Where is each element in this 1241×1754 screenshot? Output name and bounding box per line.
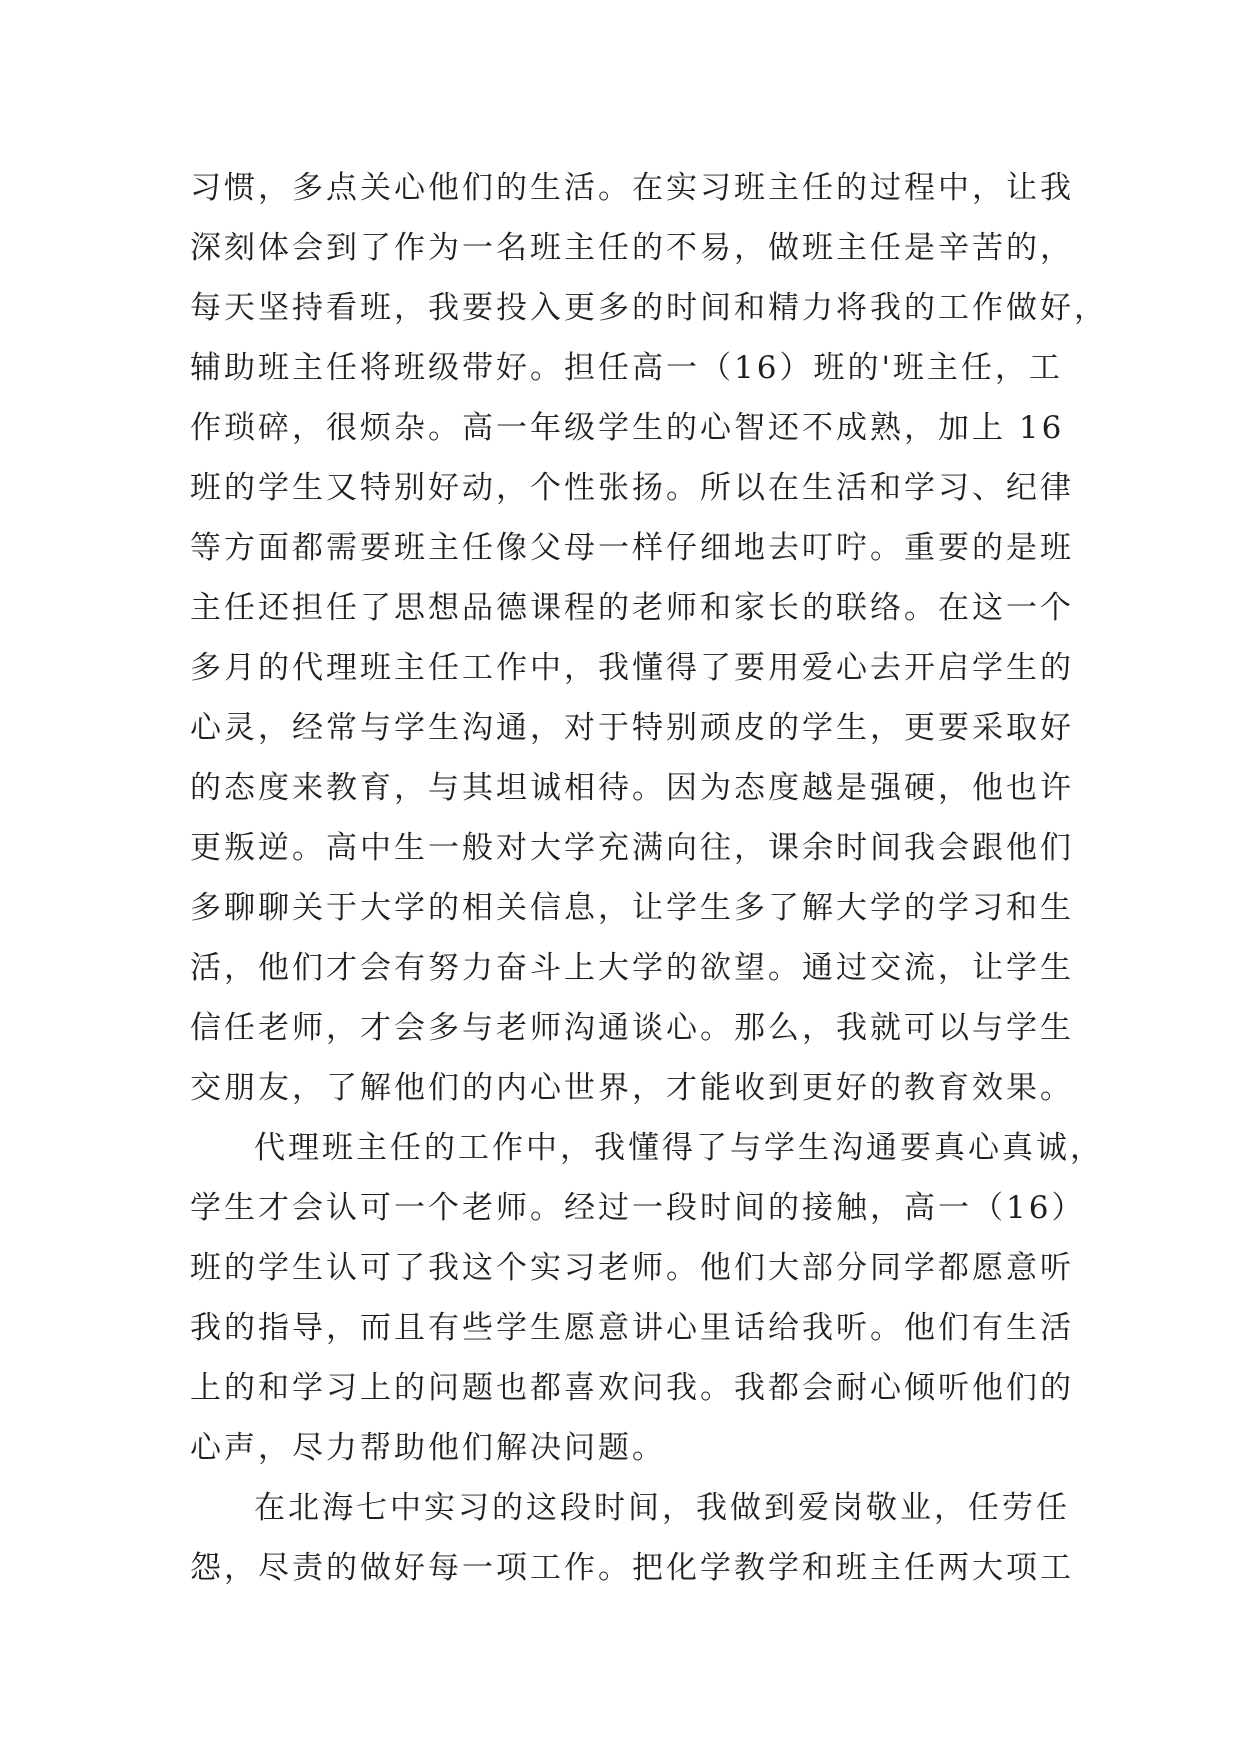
text-line: 信任老师，才会多与老师沟通谈心。那么，我就可以与学生 — [190, 1010, 1074, 1046]
paragraph-first-line: 在北海七中实习的这段时间，我做到爱岗敬业，任劳任 — [254, 1490, 1070, 1526]
text-line: 活，他们才会有努力奋斗上大学的欲望。通过交流，让学生 — [190, 950, 1074, 986]
text-line: 我的指导，而且有些学生愿意讲心里话给我听。他们有生活 — [190, 1310, 1074, 1346]
text-line: 班的学生又特别好动，个性张扬。所以在生活和学习、纪律 — [190, 470, 1074, 506]
text-line: 班的学生认可了我这个实习老师。他们大部分同学都愿意听 — [190, 1250, 1074, 1286]
paragraph-first-line: 代理班主任的工作中，我懂得了与学生沟通要真心真诚， — [254, 1130, 1104, 1166]
text-line: 辅助班主任将班级带好。担任高一（16）班的'班主任，工 — [190, 350, 1063, 386]
text-line: 深刻体会到了作为一名班主任的不易，做班主任是辛苦的， — [190, 230, 1074, 266]
text-line: 心灵，经常与学生沟通，对于特别顽皮的学生，更要采取好 — [190, 710, 1074, 746]
text-line: 心声，尽力帮助他们解决问题。 — [190, 1430, 666, 1466]
text-line: 学生才会认可一个老师。经过一段时间的接触，高一（16） — [190, 1190, 1086, 1226]
text-line: 交朋友，了解他们的内心世界，才能收到更好的教育效果。 — [190, 1070, 1074, 1106]
text-line: 习惯，多点关心他们的生活。在实习班主任的过程中，让我 — [190, 170, 1074, 206]
text-line: 每天坚持看班，我要投入更多的时间和精力将我的工作做好， — [190, 290, 1108, 326]
body-text — [190, 158, 1108, 1598]
text-line: 的态度来教育，与其坦诚相待。因为态度越是强硬，他也许 — [190, 770, 1074, 806]
text-line: 怨，尽责的做好每一项工作。把化学教学和班主任两大项工 — [190, 1550, 1074, 1586]
text-line: 多聊聊关于大学的相关信息，让学生多了解大学的学习和生 — [190, 890, 1074, 926]
text-line: 等方面都需要班主任像父母一样仔细地去叮咛。重要的是班 — [190, 530, 1074, 566]
text-line: 更叛逆。高中生一般对大学充满向往，课余时间我会跟他们 — [190, 830, 1074, 866]
text-line: 主任还担任了思想品德课程的老师和家长的联络。在这一个 — [190, 590, 1074, 626]
text-line: 上的和学习上的问题也都喜欢问我。我都会耐心倾听他们的 — [190, 1370, 1074, 1406]
text-line: 作琐碎，很烦杂。高一年级学生的心智还不成熟，加上 16 — [190, 410, 1065, 446]
text-line: 多月的代理班主任工作中，我懂得了要用爱心去开启学生的 — [190, 650, 1074, 686]
